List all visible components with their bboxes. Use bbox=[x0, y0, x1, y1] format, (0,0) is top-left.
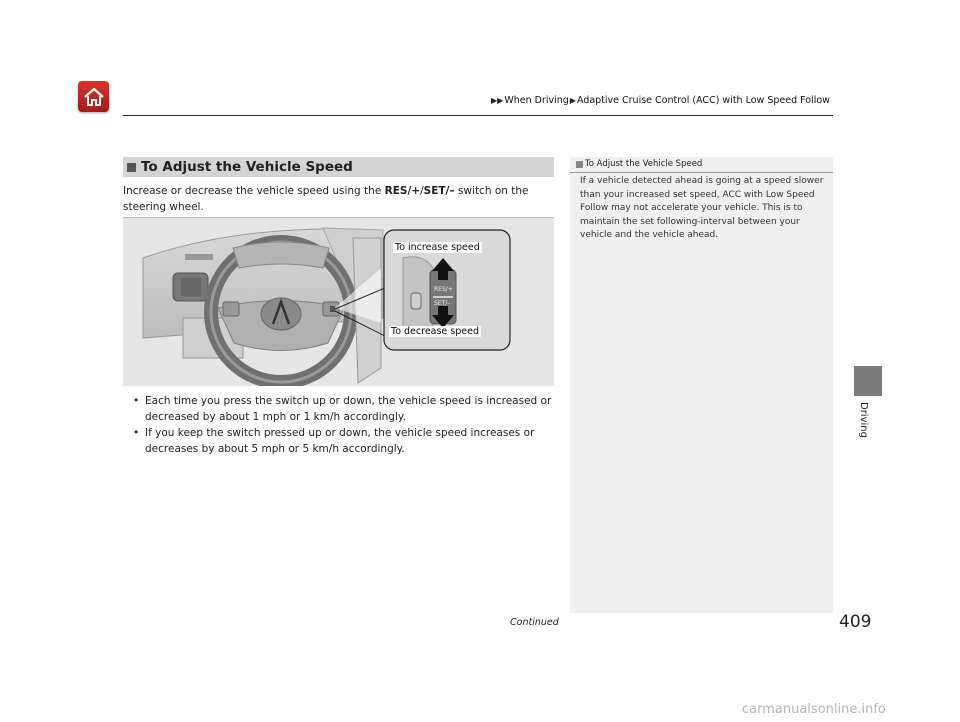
note-marker-icon bbox=[576, 161, 583, 168]
note-body: If a vehicle detected ahead is going at a speed slower than your increased set speed, ACC with Low Speed Follow may not accelerate your vehicle. This is to maintain the set following-interval between your vehicle and the vehicle ahead. bbox=[580, 176, 824, 240]
breadcrumb-arrow-icon: ▶▶ bbox=[491, 96, 504, 105]
res-switch-text: RES/+ bbox=[434, 286, 453, 293]
bullet-icon: • bbox=[133, 427, 140, 439]
home-button[interactable] bbox=[78, 81, 109, 112]
header-divider bbox=[123, 115, 833, 116]
note-panel bbox=[570, 157, 833, 613]
note-title: To Adjust the Vehicle Speed bbox=[576, 159, 702, 169]
section-title: To Adjust the Vehicle Speed bbox=[141, 159, 353, 175]
bullet-list bbox=[133, 393, 553, 457]
section-header bbox=[123, 157, 554, 177]
breadcrumb-item-acc[interactable]: Adaptive Cruise Control (ACC) with Low Speed Follow bbox=[576, 95, 830, 106]
page-number: 409 bbox=[839, 612, 872, 632]
list-item: • If you keep the switch pressed up or down, the vehicle speed increases or decreases by about 5 mph or 5 km/h accordingly. bbox=[133, 427, 535, 455]
side-tab-marker bbox=[854, 366, 882, 396]
section-square-icon bbox=[127, 163, 136, 172]
intro-paragraph: Increase or decrease the vehicle speed using the RES/+/SET/– switch on the steering wheel. bbox=[123, 185, 529, 213]
continued-label: Continued bbox=[510, 617, 559, 628]
decrease-speed-label: To decrease speed bbox=[391, 326, 479, 337]
set-switch-text: SET/– bbox=[434, 300, 451, 307]
home-icon bbox=[83, 87, 105, 107]
increase-speed-label: To increase speed bbox=[395, 242, 480, 253]
steering-wheel-drawing bbox=[123, 218, 554, 386]
breadcrumb bbox=[490, 95, 830, 106]
breadcrumb-item-when-driving[interactable]: When Driving bbox=[504, 95, 569, 106]
steering-wheel-illustration bbox=[123, 218, 554, 386]
note-divider bbox=[570, 172, 833, 173]
res-switch-label: RES/+ bbox=[384, 185, 421, 197]
side-tab-label[interactable]: Driving bbox=[858, 402, 869, 438]
bullet-icon: • bbox=[133, 395, 140, 407]
set-switch-label: SET/– bbox=[423, 185, 455, 197]
breadcrumb-arrow-icon: ▶ bbox=[569, 96, 576, 105]
watermark: carmanualsonline.info bbox=[742, 702, 886, 717]
list-item: • Each time you press the switch up or down, the vehicle speed is increased or decreased by about 1 mph or 1 km/h accordingly. bbox=[133, 395, 552, 423]
